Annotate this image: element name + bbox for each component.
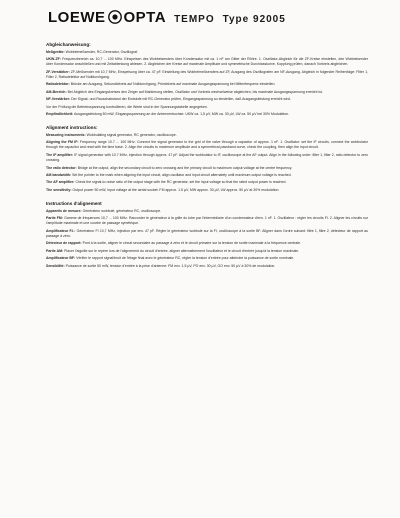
instruction-section	[46, 42, 368, 117]
instruction-paragraph	[46, 50, 368, 55]
paragraph-lead: The sensitivity:	[46, 187, 72, 192]
paragraph-lead: The ratio detector:	[46, 165, 77, 170]
paragraph-lead: AM-Bereich:	[46, 89, 67, 94]
instruction-paragraph	[46, 166, 368, 171]
paragraph-lead: Appareils de mesure:	[46, 208, 82, 213]
paragraph-text: Frequenzbereich ca. 10,7 ... 100 MHz. Einspeisen des Wobbelsenders über Kondensator mit ca. 1 nF am Gitter der Röhre. 1. Oszillator-Abgleich für die ZF-Kreise einstellen, den Wobbelsender über Kondensator anschließen und mit Zeitablenkung ablesen. 2. Abgleichen der Kreise auf maximale Amplitude und symmetrische Durchlasskurve, Kopplung prüfen, danach Vorkreis abgleichen.	[46, 57, 368, 67]
paragraph-lead: Amplificateur BF:	[46, 256, 76, 261]
paragraph-text: Pont à la sortie, aligner le circuit secondaire au passage à zéro et le circuit primaire sur la tension de sortie maximale à la fréquence centrale.	[82, 241, 302, 246]
paragraph-text: Gamme de fréquences 10,7 ... 100 MHz. Raccorder le générateur à la grille du tube par l'intermédiaire d'un condensateur d'env. 1 nF. 1. Oscillateur : régler les circuits FI. 2. Aligner les circuits sur l'amplitude maximale et une courbe de passage symétrique.	[46, 216, 368, 226]
brand-name-left: LOEWE	[48, 9, 106, 26]
paragraph-text: Wobbelmeßsender, RC-Generator, Oszillograf.	[65, 49, 139, 54]
model-type: Type 92005	[222, 14, 286, 25]
instruction-paragraph	[46, 209, 368, 214]
instruction-paragraph	[46, 249, 368, 254]
paragraph-lead: Amplificateur F.I.:	[46, 228, 76, 233]
paragraph-lead: ZF-Verstärker:	[46, 69, 70, 74]
paragraph-text: Générateur FI 10,7 MHz, injection par env. 47 pF. Régler le générateur wobbulé sur la FI, oscilloscope à la sortie BF. Aligner dans l'ordre suivant: filtre 1, filtre 2, détecteur de rapport au passage à zéro.	[46, 228, 368, 238]
paragraph-text: Der Signal- und Rauschabstand der Endstufe mit RC-Generator prüfen, Eingangsspannung so einstellen, daß Ausgangsleistung erreicht wird.	[71, 97, 291, 102]
instruction-paragraph	[46, 133, 368, 138]
instruction-paragraph	[46, 90, 368, 95]
instruction-section	[46, 201, 368, 269]
paragraph-text: Placer l'aiguille sur le repère lors de l'alignement du circuit d'entrée, aligner alternativement l'oscillateur et le circuit d'entrée jusqu'à la tension maximale.	[64, 248, 300, 253]
paragraph-text: Vor der Prüfung die Betriebsspannung kontrollieren, die Werte sind in der Spannungstabelle angegeben.	[46, 104, 208, 109]
paragraph-text: Générateur wobbulé, générateur RC, oscilloscope.	[82, 208, 162, 213]
paragraph-text: Bridge at the output, align the secondary circuit to zero crossing and the primary circuit to maximum output voltage at the centre frequency.	[77, 165, 293, 170]
paragraph-text: Puissance de sortie 50 mW, tension d'entrée à la prise d'antenne: FM env. 1,5 µV, PO env. 30 µV, GO env. 50 µV à 30% de modulation.	[65, 263, 276, 268]
instruction-paragraph	[46, 82, 368, 87]
instruction-paragraph	[46, 112, 368, 117]
paragraph-text: Check the signal-to-noise ratio of the output stage with the RC generator, set the input voltage so that the rated output power is reached.	[75, 180, 287, 185]
instruction-paragraph	[46, 153, 368, 163]
instruction-paragraph	[46, 241, 368, 246]
paragraph-text: Set the pointer to the mark when aligning the input circuit, align oscillator and input circuit alternately until maximum output voltage is reached.	[72, 172, 292, 177]
instruction-paragraph	[46, 188, 368, 193]
paragraph-text: Vérifier le rapport signal/bruit de l'étage final avec le générateur RC, régler la tension d'entrée pour atteindre la puissance de sortie nominale.	[76, 256, 295, 261]
paragraph-lead: The IF amplifier:	[46, 152, 74, 157]
paragraph-lead: Measuring instruments:	[46, 132, 86, 137]
paragraph-lead: NF-Verstärker:	[46, 97, 71, 102]
paragraph-lead: Partie FM:	[46, 216, 64, 221]
paragraph-text: Output power 50 mW, input voltage at the aerial socket: FM approx. 1.5 µV, MW approx. 30 µV, LW approx. 50 µV at 30% modulation.	[72, 187, 280, 192]
model-name: TEMPO	[174, 14, 215, 25]
section-title: Abgleichanweisung:	[46, 42, 91, 47]
paragraph-text: ZF-Meßsender mit 10,7 MHz, Einspeisung über ca. 47 pF. Einstellung des Wobbelmeßsenders auf ZF, Ausgang des Oszillografen am NF-Ausgang. Abgleich in folgender Reihenfolge: Filter 1, Filter 2, Ratiodetektor auf Nulldurchgang.	[46, 69, 368, 79]
paragraph-text: Brücke am Ausgang, Sekundärkreis auf Nulldurchgang, Primärkreis auf maximale Ausgangsspannung bei Mittenfrequenz einstellen.	[70, 82, 276, 87]
instruction-section	[46, 125, 368, 193]
section-title: Alignment instructions:	[46, 125, 98, 131]
instruction-paragraph	[46, 216, 368, 226]
paragraph-lead: Sensibilité:	[46, 263, 65, 268]
brand-name-right: OPTA	[123, 9, 167, 26]
instruction-paragraph	[46, 264, 368, 269]
instruction-paragraph	[46, 105, 368, 110]
paragraph-text: Frequency range 10.7 ... 100 MHz. Connect the signal generator to the grid of the valve through a capacitor of approx. 1 nF. 1. Oscillator: set the IF circuits, connect the wobbulator through the capacitor and read with the time base. 2. Align the circuits to maximum amplitude and a symmetrical passband curve, check the coupling, then align the input circuit.	[46, 140, 368, 150]
paragraph-lead: Ratiodetektor:	[46, 82, 70, 87]
paragraph-text: Wobbulating signal generator, RC generator, oscilloscope.	[86, 132, 177, 137]
instruction-paragraph	[46, 173, 368, 178]
document-header	[48, 8, 286, 28]
instruction-paragraph	[46, 97, 368, 102]
instruction-paragraph	[46, 70, 368, 80]
instruction-paragraph	[46, 229, 368, 239]
instruction-paragraph	[46, 256, 368, 261]
paragraph-lead: Meßgeräte:	[46, 49, 65, 54]
paragraph-text: Ausgangsleistung 50 mW, Eingangsspannung an der Antennenbuchse: UKW ca. 1,5 µV, MW ca. 30 µV, LW ca. 50 µV bei 30% Modulation.	[74, 112, 290, 117]
paragraph-lead: Partie AM:	[46, 248, 64, 253]
paragraph-lead: UKW-ZF:	[46, 57, 61, 62]
paragraph-lead: The AF amplifier:	[46, 180, 75, 185]
loewe-opta-logo-icon	[108, 10, 122, 24]
instructions-body	[46, 42, 368, 277]
instruction-paragraph	[46, 57, 368, 67]
paragraph-text: IF signal generator with 10.7 MHz, injection through approx. 47 pF. Adjust the wobbulator to IF, oscilloscope at the AF output. Align in the following order: filter 1, filter 2, ratio detector to zero crossing.	[46, 152, 368, 163]
instruction-paragraph	[46, 140, 368, 150]
paragraph-lead: AM bandwidth:	[46, 172, 72, 177]
paragraph-lead: Détecteur de rapport:	[46, 241, 82, 246]
paragraph-lead: Empfindlichkeit:	[46, 112, 74, 117]
paragraph-text: Bei Abgleich des Eingangskreises den Zeiger auf Markierung stellen, Oszillator und Vorkreis wechselweise abgleichen, bis maximale Ausgangsspannung erreicht ist.	[67, 89, 323, 94]
section-title: Instructions d'alignement	[46, 201, 102, 207]
paragraph-lead: Aligning the FM IF:	[46, 140, 79, 145]
instruction-paragraph	[46, 180, 368, 185]
